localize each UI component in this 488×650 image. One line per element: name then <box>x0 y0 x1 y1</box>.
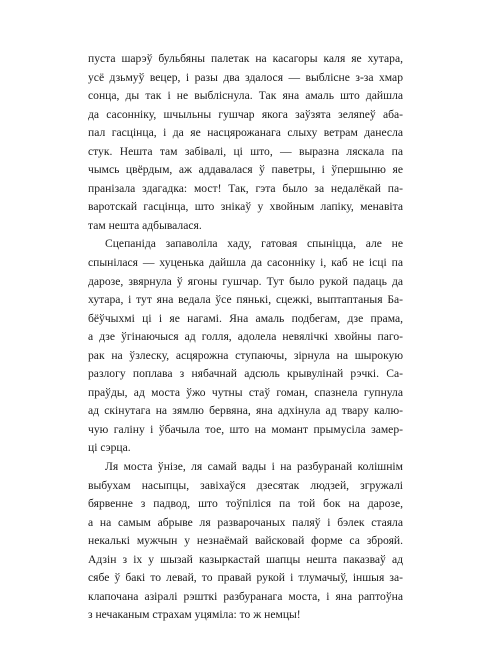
text-line: стук. Нешта там забівалі, ці што, — выразна ляскала па <box>88 144 403 158</box>
body-text <box>88 50 403 625</box>
text-line: клапочана азіралі рэшткі разбуранага моста, і яна раптоўна <box>88 589 403 603</box>
text-line: да сасонніку, шчыльны гушчар якога заўзята зеляneў аба- <box>88 107 403 121</box>
text-line: усё дзьмуў вецер, і разы два здалося — выбліснe з-за хмар <box>88 70 403 84</box>
text-line: з нечаканым страхам уцяміла: то ж немцы! <box>88 608 301 622</box>
text-line: дарозе, звярнула ў ягоны гушчар. Тут было рукой падаць да <box>88 274 403 288</box>
text-line: спынілася — хуценька дайшла да сасонніку і, каб не ісці па <box>88 256 403 270</box>
text-line: ад скінутага на зямлю бервяна, яна адхінула ад твару калю- <box>88 404 403 418</box>
text-line: там нешта адбывалася. <box>88 218 202 232</box>
text-line: сонца, ды так і не выбліснула. Так яна амаль што дайшла <box>88 89 403 103</box>
text-line: варотскай гасцінца, што знікаў у хвойным лапіку, менавіта <box>88 200 403 214</box>
text-line: а на самым абрыве ля разварочаных паляў і бэлек стаяла <box>88 515 403 529</box>
text-line: Ля моста ўнізе, ля самай вады і на разбуранай колішнім <box>105 460 403 474</box>
paragraph-2 <box>88 235 403 458</box>
text-line: выбухам насыпцы, завіхаўся дзесятак людзей, згружалі <box>88 478 403 492</box>
text-line: разлогу поплава з нябачнай адсюль крывулінай рэчкі. Са- <box>88 367 403 381</box>
paragraph-3 <box>88 458 403 625</box>
text-line: бярвенне з падвод, што тоўпіліся па той бок на дарозе, <box>88 497 403 511</box>
text-line: пуста шарэў бульбяны палетак на касагоры каля яе хутара, <box>88 52 403 65</box>
text-line: рак на ўзлеску, асцярожна ступаючы, зірнула на шырокую <box>88 348 403 362</box>
text-line: хутара, і тут яна ведала ўсе пянькі, сцежкі, выптаптаныя Ба- <box>88 293 403 307</box>
text-line: некалькі мужчын у незнаёмай вайсковай форме са зброяй. <box>88 534 403 548</box>
paragraph-1 <box>88 50 403 235</box>
text-line: а дзе ўгінаючыся ад голля, адолела невялічкі хвойны паго- <box>88 330 403 344</box>
text-line: Сцепаніда запаволіла хаду, гатовая спыніцца, але не <box>105 237 403 251</box>
text-line: пранізала здагадка: мост! Так, гэта было за недалёкай па- <box>88 181 403 195</box>
text-line: ці сэрца. <box>88 441 131 455</box>
text-line: бёўчыхмі ці і яе нагамі. Яна амаль подбегам, дзе прама, <box>88 311 403 325</box>
text-line: праўды, ад моста ўжо чутны стаў гоман, спазнела гупнула <box>88 385 403 399</box>
text-line: пал гасцінца, і да яе насцярожанага слыху ветрам данесла <box>88 126 403 140</box>
text-line: Адзін з іх у шызай казыркастай шапцы нешта паказваў ад <box>88 552 403 566</box>
text-line: чую галіну і ўбачыла тое, што на момант прымусіла замер- <box>88 422 403 436</box>
text-line: сябе ў бакі то левай, то правай рукой і тлумачыў, іншыя за- <box>88 571 403 585</box>
text-line: чымсь цвёрдым, аж аддавалася ў паветры, і ўпершыню яе <box>88 163 403 177</box>
